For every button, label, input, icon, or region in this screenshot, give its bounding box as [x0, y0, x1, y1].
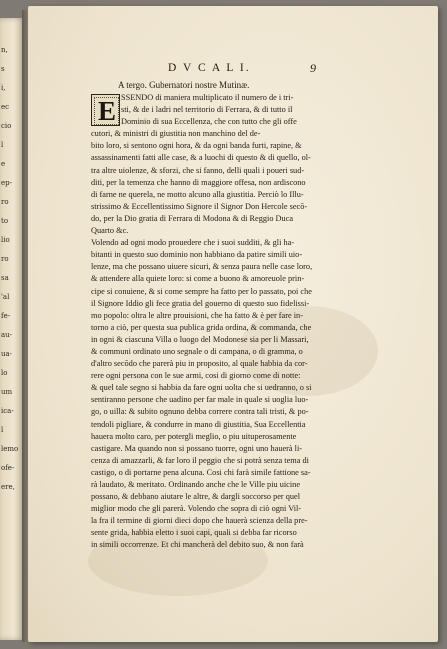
text-line: & quel tale segno si habbia da fare ogni uolta che si uedranno, o si: [91, 383, 312, 393]
left-page-text-fragment: l: [1, 141, 4, 149]
left-page-text-fragment: s: [1, 65, 5, 73]
left-page-text-fragment: um: [1, 388, 13, 396]
text-line: miglior modo che gli parerà. Volendo che sopra di ciò ogni Vil-: [91, 504, 302, 514]
text-line: d'altro secōdo che parerà piu in proposito, al quale habbia da cor-: [91, 359, 308, 369]
left-page-text-fragment: l: [1, 426, 4, 434]
text-line: in ogni & ciascuna Villa o luogo del Modonese sia per li Massari,: [91, 334, 309, 344]
letter-address: A tergo. Gubernatori nostre Mutinæ.: [118, 80, 250, 90]
left-page-text-fragment: n,: [1, 46, 8, 54]
text-line: il Signore Iddio gli fece gratia del gouerno di questo suo fidelissi-: [91, 298, 310, 308]
left-page-edge: [0, 18, 24, 640]
text-line: tendoli pigliare, & condurre in mano di giustitia, Sua Eccellentia: [91, 419, 306, 429]
text-line: rere ogni persona con le sue armi, cosi di giorno come di notte:: [91, 371, 301, 381]
text-line: assassinamenti fatti alle case, & a luochi di questo & di quello, ol-: [91, 153, 311, 163]
text-line: bitanti in questo suo dominio non habbiano da patire simili uio-: [91, 250, 303, 260]
left-page-text-fragment: ro: [1, 255, 9, 263]
left-page-text-fragment: ica-: [1, 407, 14, 415]
initial-letter: E: [98, 96, 117, 126]
left-page-text-fragment: i,: [1, 84, 6, 92]
left-page-text-fragment: 'al: [1, 293, 10, 301]
text-line: rà laudato, & meritato. Ordinando anche che le Ville piu uicine: [91, 480, 301, 489]
text-line: & communi ordinato uno segnale o di campana, o di gramma, o: [91, 346, 303, 356]
left-page-text-fragment: au-: [1, 331, 13, 339]
text-line: torno a ciò, per questa sua publica grida ordina, & commanda, che: [91, 322, 312, 332]
text-line: cipe si conuiene, & si come sempre ha fatto per lo passato, poi che: [91, 286, 312, 296]
text-line: castigo, o di portarne pena alcuna. Cosi chi farà simile fattione sa-: [91, 467, 311, 477]
text-line: di farne ne querela, ne motto alcuno alla giustitia. Perciò lo Illu-: [91, 189, 304, 199]
left-page-text-fragment: ofe-: [1, 464, 15, 472]
text-line: sentiranno persone che uadino per far male in quale si uoglia luo-: [91, 395, 309, 405]
left-page-text-fragment: fe-: [1, 312, 11, 320]
text-line: mo popolo: oltra le altre prouisioni, che ha fatto & è per fare in-: [91, 310, 303, 320]
left-page-text-fragment: to: [1, 217, 9, 225]
right-page: [28, 6, 438, 642]
text-line: bito loro, si sentono ogni hora, & da ogni banda furti, rapine, &: [91, 141, 302, 151]
left-page-text-fragment: ec: [1, 103, 10, 111]
text-line: sti, & de i ladri nel territorio di Ferrara, & di tutto il: [121, 105, 293, 115]
text-line: diti, per la temenza che hanno di maggiore offesa, non ardiscono: [91, 177, 306, 187]
left-page-text-fragment: lemo: [1, 445, 19, 453]
text-line: sente grida, habbia eletto i suoi capi, quali si debba far ricorso: [91, 528, 297, 538]
text-line: & attendere alla quiete loro: si come a buono & amoreuole prin-: [91, 274, 305, 284]
text-line: in simili occorrenze. Et chi mancherà del debito suo, & non farà: [91, 540, 304, 550]
text-line: Dominio di sua Eccellenza, che con tutto che gli offe: [121, 117, 297, 127]
left-page-text-fragment: ep-: [1, 179, 12, 187]
left-page-text-fragment: lo: [1, 369, 8, 377]
running-head: D V C A L I.: [168, 62, 251, 74]
text-line: SSENDO di maniera multiplicato il numero de i tri-: [121, 93, 294, 102]
text-line: Quarto &c.: [91, 226, 129, 236]
left-page-text-fragment: cio: [1, 122, 12, 130]
text-line: lenze, ma che possano uiuere sicuri, & senza paura nelle case loro,: [91, 262, 313, 272]
text-line: tra altre uiolenze, & sforzi, che si fanno, delli quali i poueri sud-: [91, 165, 305, 175]
text-line: la fra il termine di giorni dieci dopo che hauerà scienza della pre-: [91, 516, 308, 526]
page-header: [28, 62, 438, 76]
left-page-text-fragment: e: [1, 160, 6, 168]
left-page-text-fragment: lio: [1, 236, 10, 244]
left-page-text-fragment: ro: [1, 198, 9, 206]
text-line: cutori, & ministri di giustitia non manchino del de-: [91, 129, 261, 139]
left-page-text-fragment: ere,: [1, 483, 15, 491]
text-line: castigare. Ma quando non si possano tuorre, ogni uno hauerà li-: [91, 443, 303, 453]
text-line: go, o uilla: & subito ognuno debba correre contra tali tristi, & po-: [91, 407, 309, 417]
body-text: [91, 92, 379, 552]
text-line: cenza di amazzarli, & far loro il peggio che si potrà senza tema di: [91, 455, 309, 465]
text-line: do, per la Dio gratia di Ferrara di Modona & di Reggio Duca: [91, 213, 294, 223]
page-number: 9: [310, 61, 316, 75]
text-line: hauera molto caro, per potergli meglio, o piu uituperosamente: [91, 431, 297, 441]
text-line: strissimo & Eccellentissimo Signore il Signor Don Hercole secō-: [91, 201, 308, 211]
text-line: Volendo ad ogni modo prouedere che i suoi sudditi, & gli ha-: [91, 238, 295, 248]
left-page-text-fragment: sa: [1, 274, 9, 282]
text-line: possano, & debbano aiutare le altre, & dargli soccorso per quel: [91, 492, 301, 502]
left-page-text-fragment: ua-: [1, 350, 13, 358]
